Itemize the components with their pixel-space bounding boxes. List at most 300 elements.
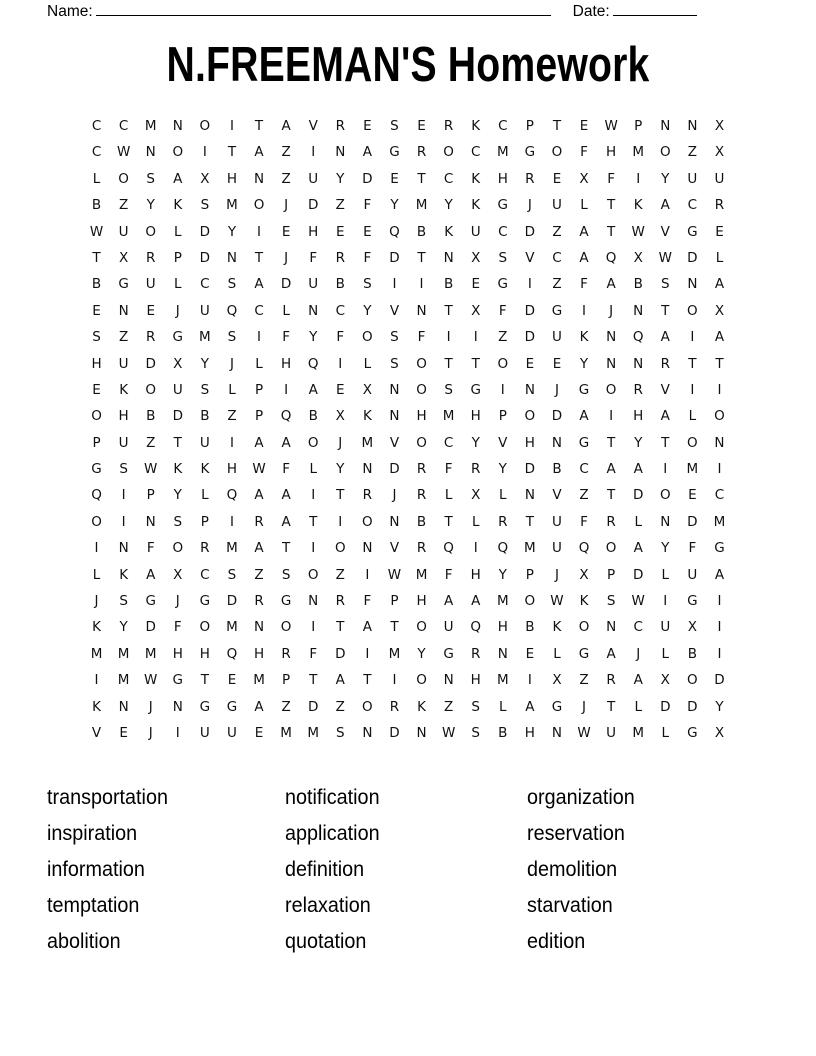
word-list-item[interactable]: relaxation [285, 893, 371, 917]
grid-cell[interactable]: D [145, 355, 156, 372]
grid-cell[interactable]: N [660, 118, 671, 134]
grid-cell[interactable]: L [688, 408, 697, 425]
grid-cell[interactable]: O [307, 434, 319, 451]
grid-cell[interactable]: Q [605, 249, 617, 266]
grid-cell[interactable]: J [636, 645, 641, 662]
grid-cell[interactable]: I [690, 329, 695, 346]
grid-cell[interactable]: E [471, 276, 480, 293]
grid-cell[interactable]: H [199, 645, 210, 662]
grid-cell[interactable]: Z [281, 170, 291, 187]
name-field[interactable] [47, 2, 551, 21]
grid-cell[interactable]: P [390, 593, 399, 610]
grid-cell[interactable]: L [174, 276, 182, 293]
grid-cell[interactable]: E [92, 302, 101, 319]
grid-cell[interactable]: P [146, 487, 155, 504]
grid-cell[interactable]: X [633, 249, 643, 266]
grid-cell[interactable]: A [714, 329, 725, 346]
grid-cell[interactable]: R [146, 249, 156, 266]
grid-cell[interactable]: Z [335, 197, 345, 214]
grid-cell[interactable]: W [550, 593, 564, 610]
grid-cell[interactable]: M [524, 540, 536, 557]
grid-cell[interactable]: T [92, 249, 101, 266]
grid-cell[interactable]: I [392, 672, 397, 689]
grid-cell[interactable]: T [606, 698, 616, 715]
grid-cell[interactable]: E [363, 223, 372, 240]
grid-cell[interactable]: Z [579, 672, 589, 689]
grid-cell[interactable]: T [525, 513, 534, 530]
grid-cell[interactable]: A [254, 276, 264, 293]
grid-cell[interactable]: M [90, 645, 103, 662]
grid-cell[interactable]: G [172, 672, 184, 689]
grid-cell[interactable]: L [634, 513, 642, 530]
grid-cell[interactable]: D [280, 276, 292, 293]
word-list-item[interactable]: edition [527, 929, 586, 953]
grid-cell[interactable]: R [335, 118, 345, 134]
grid-cell[interactable]: A [579, 249, 589, 266]
grid-cell[interactable]: H [416, 408, 427, 425]
grid-cell[interactable]: A [254, 698, 264, 715]
grid-cell[interactable]: T [606, 434, 616, 451]
grid-cell[interactable]: U [118, 223, 129, 240]
grid-cell[interactable]: T [254, 118, 264, 134]
grid-cell[interactable]: F [363, 593, 372, 610]
grid-cell[interactable]: R [606, 672, 616, 689]
grid-cell[interactable]: D [389, 724, 400, 741]
grid-cell[interactable]: I [311, 487, 316, 504]
word-list-item[interactable]: transportation [47, 785, 168, 809]
grid-cell[interactable]: Y [444, 197, 453, 214]
grid-cell[interactable]: G [199, 698, 211, 715]
grid-cell[interactable]: H [497, 170, 508, 187]
grid-cell[interactable]: S [92, 329, 101, 346]
grid-cell[interactable]: V [389, 434, 400, 451]
grid-cell[interactable]: D [633, 566, 644, 583]
grid-cell[interactable]: S [471, 698, 480, 715]
grid-cell[interactable]: S [200, 381, 210, 398]
grid-cell[interactable]: G [687, 223, 698, 240]
grid-cell[interactable]: Z [687, 144, 697, 161]
grid-cell[interactable]: W [577, 724, 591, 741]
grid-cell[interactable]: E [92, 381, 101, 398]
grid-cell[interactable]: G [551, 302, 563, 319]
grid-cell[interactable]: X [173, 566, 183, 583]
word-list-item[interactable]: reservation [527, 821, 625, 845]
grid-cell[interactable]: Y [661, 170, 670, 187]
grid-cell[interactable]: U [470, 223, 481, 240]
grid-cell[interactable]: V [389, 302, 400, 319]
grid-cell[interactable]: X [335, 408, 345, 425]
grid-cell[interactable]: A [579, 408, 589, 425]
grid-cell[interactable]: G [578, 645, 590, 662]
grid-cell[interactable]: Y [390, 197, 399, 214]
grid-cell[interactable]: X [714, 302, 725, 319]
grid-cell[interactable]: U [118, 434, 129, 451]
grid-cell[interactable]: O [416, 672, 427, 689]
grid-cell[interactable]: Z [118, 329, 129, 346]
grid-cell[interactable]: R [281, 645, 291, 662]
grid-cell[interactable]: H [172, 645, 183, 662]
grid-cell[interactable]: N [633, 355, 644, 372]
grid-cell[interactable]: Q [443, 540, 454, 557]
grid-cell[interactable]: A [525, 698, 535, 715]
grid-cell[interactable]: I [338, 513, 343, 530]
grid-cell[interactable]: B [308, 408, 318, 425]
grid-cell[interactable]: M [144, 645, 157, 662]
grid-cell[interactable]: O [172, 144, 184, 161]
grid-cell[interactable]: T [309, 513, 318, 530]
grid-cell[interactable]: X [471, 302, 481, 319]
grid-cell[interactable]: F [146, 540, 155, 557]
grid-cell[interactable]: B [91, 276, 102, 293]
grid-cell[interactable]: Z [443, 698, 454, 715]
grid-cell[interactable]: A [660, 329, 670, 346]
grid-cell[interactable]: D [199, 223, 211, 240]
grid-cell[interactable]: R [443, 118, 454, 134]
grid-cell[interactable]: A [443, 593, 454, 610]
grid-cell[interactable]: I [473, 329, 478, 346]
grid-cell[interactable]: I [202, 144, 207, 161]
grid-cell[interactable]: S [363, 276, 372, 293]
grid-cell[interactable]: I [609, 408, 614, 425]
grid-cell[interactable]: H [253, 645, 265, 662]
grid-cell[interactable]: F [363, 197, 372, 214]
grid-cell[interactable]: I [392, 276, 397, 293]
grid-cell[interactable]: D [308, 197, 319, 214]
grid-cell[interactable]: L [228, 381, 236, 398]
grid-cell[interactable]: O [172, 540, 184, 557]
grid-cell[interactable]: R [146, 329, 156, 346]
grid-cell[interactable]: H [91, 355, 102, 372]
grid-cell[interactable]: Y [309, 329, 318, 346]
grid-cell[interactable]: N [687, 276, 698, 293]
grid-cell[interactable]: G [497, 276, 509, 293]
grid-cell[interactable]: A [254, 487, 264, 504]
grid-cell[interactable]: A [633, 540, 643, 557]
grid-cell[interactable]: A [281, 513, 291, 530]
grid-cell[interactable]: J [554, 566, 559, 583]
grid-cell[interactable]: T [363, 672, 372, 689]
grid-cell[interactable]: M [253, 672, 265, 689]
grid-cell[interactable]: S [606, 593, 616, 610]
grid-cell[interactable]: W [144, 461, 158, 478]
grid-cell[interactable]: E [227, 672, 237, 689]
grid-cell[interactable]: I [717, 381, 722, 398]
grid-cell[interactable]: M [117, 672, 130, 689]
grid-cell[interactable]: N [172, 698, 183, 715]
grid-cell[interactable]: T [661, 434, 670, 451]
grid-cell[interactable]: P [525, 118, 534, 134]
grid-cell[interactable]: N [606, 355, 617, 372]
grid-cell[interactable]: N [443, 249, 454, 266]
grid-cell[interactable]: F [688, 540, 697, 557]
grid-cell[interactable]: M [496, 593, 509, 610]
grid-cell[interactable]: A [173, 170, 183, 187]
grid-cell[interactable]: O [416, 619, 427, 636]
grid-cell[interactable]: I [257, 329, 262, 346]
grid-cell[interactable]: T [444, 355, 453, 372]
word-list-item[interactable]: notification [285, 785, 380, 809]
grid-cell[interactable]: S [146, 170, 155, 187]
grid-cell[interactable]: Y [634, 434, 643, 451]
grid-cell[interactable]: Q [578, 540, 590, 557]
grid-cell[interactable]: K [471, 170, 481, 187]
grid-cell[interactable]: S [227, 276, 237, 293]
grid-cell[interactable]: T [281, 540, 291, 557]
grid-cell[interactable]: G [145, 593, 156, 610]
grid-cell[interactable]: C [498, 118, 508, 134]
grid-cell[interactable]: N [551, 434, 562, 451]
grid-cell[interactable]: I [717, 645, 722, 662]
grid-cell[interactable]: Q [470, 619, 482, 636]
grid-cell[interactable]: R [416, 487, 427, 504]
grid-cell[interactable]: R [606, 513, 616, 530]
word-search-grid[interactable] [83, 113, 733, 746]
grid-cell[interactable]: S [444, 381, 453, 398]
grid-cell[interactable]: B [91, 197, 102, 214]
grid-cell[interactable]: B [146, 408, 156, 425]
grid-cell[interactable]: T [715, 355, 724, 372]
grid-cell[interactable]: V [389, 540, 400, 557]
word-list-item[interactable]: quotation [285, 929, 367, 953]
grid-cell[interactable]: N [416, 302, 427, 319]
grid-cell[interactable]: N [253, 170, 265, 187]
grid-cell[interactable]: H [281, 355, 292, 372]
grid-cell[interactable]: B [525, 619, 535, 636]
grid-cell[interactable]: G [497, 197, 509, 214]
grid-cell[interactable]: P [254, 408, 264, 425]
grid-cell[interactable]: X [552, 672, 562, 689]
grid-cell[interactable]: O [253, 197, 265, 214]
grid-cell[interactable]: U [687, 170, 698, 187]
grid-cell[interactable]: N [389, 513, 400, 530]
grid-cell[interactable]: U [606, 724, 617, 741]
grid-cell[interactable]: H [416, 593, 427, 610]
grid-cell[interactable]: F [580, 276, 588, 293]
grid-cell[interactable]: L [174, 223, 182, 240]
grid-cell[interactable]: U [308, 276, 319, 293]
grid-cell[interactable]: A [471, 593, 481, 610]
grid-cell[interactable]: J [148, 724, 153, 741]
grid-cell[interactable]: O [524, 408, 536, 425]
grid-cell[interactable]: S [119, 593, 128, 610]
grid-cell[interactable]: B [552, 461, 562, 478]
grid-cell[interactable]: W [658, 249, 672, 266]
grid-cell[interactable]: T [227, 144, 237, 161]
grid-cell[interactable]: O [362, 698, 373, 715]
grid-cell[interactable]: T [336, 487, 345, 504]
grid-cell[interactable]: W [441, 724, 456, 741]
grid-cell[interactable]: Y [498, 461, 507, 478]
grid-cell[interactable]: D [660, 698, 671, 715]
grid-cell[interactable]: Q [632, 329, 644, 346]
grid-cell[interactable]: H [524, 434, 535, 451]
grid-cell[interactable]: X [687, 619, 697, 636]
grid-cell[interactable]: L [92, 566, 101, 583]
grid-cell[interactable]: O [497, 355, 509, 372]
grid-cell[interactable]: D [687, 513, 698, 530]
grid-cell[interactable]: A [335, 672, 345, 689]
grid-cell[interactable]: B [416, 223, 427, 240]
grid-cell[interactable]: J [554, 381, 559, 398]
grid-cell[interactable]: G [578, 381, 590, 398]
grid-cell[interactable]: Z [552, 223, 562, 240]
grid-cell[interactable]: N [362, 540, 373, 557]
grid-cell[interactable]: K [471, 118, 481, 134]
word-list-item[interactable]: information [47, 857, 145, 881]
grid-cell[interactable]: I [717, 593, 722, 610]
grid-cell[interactable]: Z [552, 276, 562, 293]
grid-cell[interactable]: R [254, 513, 264, 530]
grid-cell[interactable]: L [553, 645, 561, 662]
grid-cell[interactable]: N [633, 302, 644, 319]
grid-cell[interactable]: F [282, 329, 290, 346]
grid-cell[interactable]: E [715, 223, 724, 240]
grid-cell[interactable]: D [389, 461, 400, 478]
grid-cell[interactable]: D [687, 698, 698, 715]
grid-cell[interactable]: I [94, 672, 99, 689]
grid-cell[interactable]: L [661, 645, 670, 662]
grid-cell[interactable]: A [362, 144, 372, 161]
grid-cell[interactable]: D [335, 645, 346, 662]
grid-cell[interactable]: M [632, 144, 645, 161]
grid-cell[interactable]: P [173, 249, 182, 266]
grid-cell[interactable]: G [226, 698, 238, 715]
grid-cell[interactable]: A [308, 381, 318, 398]
grid-cell[interactable]: J [229, 355, 234, 372]
grid-cell[interactable]: E [552, 355, 562, 372]
grid-cell[interactable]: F [444, 461, 453, 478]
grid-cell[interactable]: T [390, 619, 399, 636]
grid-cell[interactable]: K [173, 197, 183, 214]
grid-cell[interactable]: U [199, 302, 210, 319]
grid-cell[interactable]: N [389, 381, 400, 398]
grid-cell[interactable]: G [687, 724, 698, 741]
grid-cell[interactable]: O [659, 487, 671, 504]
grid-cell[interactable]: H [308, 223, 319, 240]
grid-cell[interactable]: O [416, 381, 427, 398]
grid-cell[interactable]: J [94, 593, 99, 610]
grid-cell[interactable]: N [362, 461, 373, 478]
grid-cell[interactable]: F [309, 645, 318, 662]
word-list-item[interactable]: temptation [47, 893, 140, 917]
grid-cell[interactable]: S [661, 276, 670, 293]
grid-cell[interactable]: U [199, 434, 210, 451]
grid-cell[interactable]: S [200, 197, 210, 214]
grid-cell[interactable]: G [118, 276, 129, 293]
grid-cell[interactable]: G [551, 698, 563, 715]
grid-cell[interactable]: A [714, 566, 725, 583]
grid-cell[interactable]: T [254, 249, 264, 266]
grid-cell[interactable]: W [631, 593, 645, 610]
grid-cell[interactable]: T [688, 355, 697, 372]
grid-cell[interactable]: G [280, 593, 292, 610]
grid-cell[interactable]: F [309, 249, 318, 266]
grid-cell[interactable]: D [524, 329, 536, 346]
grid-cell[interactable]: K [471, 197, 481, 214]
grid-cell[interactable]: A [714, 276, 725, 293]
grid-cell[interactable]: O [687, 672, 698, 689]
grid-cell[interactable]: H [470, 672, 481, 689]
grid-cell[interactable]: N [118, 540, 129, 557]
grid-cell[interactable]: U [308, 170, 319, 187]
grid-cell[interactable]: U [443, 619, 454, 636]
grid-cell[interactable]: Z [335, 698, 345, 715]
grid-cell[interactable]: E [363, 118, 372, 134]
grid-cell[interactable]: U [172, 381, 183, 398]
grid-cell[interactable]: I [338, 355, 343, 372]
grid-cell[interactable]: Z [118, 197, 129, 214]
grid-cell[interactable]: I [717, 461, 722, 478]
grid-cell[interactable]: U [145, 276, 156, 293]
grid-cell[interactable]: N [335, 144, 346, 161]
grid-cell[interactable]: H [226, 170, 238, 187]
grid-cell[interactable]: Y [715, 698, 724, 715]
grid-cell[interactable]: L [715, 249, 724, 266]
grid-cell[interactable]: C [200, 566, 210, 583]
grid-cell[interactable]: I [229, 118, 234, 134]
grid-cell[interactable]: Z [281, 698, 291, 715]
date-field[interactable] [573, 2, 697, 21]
grid-cell[interactable]: O [307, 566, 319, 583]
grid-cell[interactable]: N [118, 302, 129, 319]
grid-cell[interactable]: J [175, 593, 180, 610]
grid-cell[interactable]: B [633, 276, 643, 293]
grid-cell[interactable]: K [579, 593, 589, 610]
grid-cell[interactable]: Q [226, 487, 238, 504]
grid-cell[interactable]: X [471, 487, 481, 504]
grid-cell[interactable]: O [416, 434, 427, 451]
grid-cell[interactable]: C [470, 144, 481, 161]
grid-cell[interactable]: L [92, 170, 101, 187]
grid-cell[interactable]: Z [579, 487, 589, 504]
grid-cell[interactable]: L [471, 513, 480, 530]
grid-cell[interactable]: P [282, 672, 291, 689]
grid-cell[interactable]: L [661, 724, 670, 741]
grid-cell[interactable]: R [525, 170, 535, 187]
grid-cell[interactable]: A [146, 566, 156, 583]
grid-cell[interactable]: K [92, 698, 101, 715]
grid-cell[interactable]: T [661, 302, 670, 319]
grid-cell[interactable]: M [361, 434, 374, 451]
grid-cell[interactable]: E [281, 223, 291, 240]
grid-cell[interactable]: J [338, 434, 343, 451]
grid-cell[interactable]: E [688, 487, 697, 504]
grid-cell[interactable]: F [607, 170, 615, 187]
grid-cell[interactable]: O [443, 144, 454, 161]
grid-cell[interactable]: K [633, 197, 643, 214]
grid-cell[interactable]: Y [336, 461, 345, 478]
word-list-item[interactable]: abolition [47, 929, 121, 953]
grid-cell[interactable]: N [524, 381, 535, 398]
grid-cell[interactable]: F [363, 249, 372, 266]
grid-cell[interactable]: S [227, 329, 237, 346]
grid-cell[interactable]: Q [497, 540, 509, 557]
grid-cell[interactable]: N [416, 724, 427, 741]
grid-cell[interactable]: N [714, 434, 725, 451]
date-write-line[interactable] [613, 2, 697, 16]
grid-cell[interactable]: U [118, 355, 129, 372]
grid-cell[interactable]: N [443, 672, 454, 689]
grid-cell[interactable]: N [687, 118, 698, 134]
grid-cell[interactable]: T [173, 434, 182, 451]
grid-cell[interactable]: U [552, 329, 562, 346]
grid-cell[interactable]: L [661, 566, 670, 583]
grid-cell[interactable]: D [524, 302, 536, 319]
grid-cell[interactable]: D [524, 223, 536, 240]
grid-cell[interactable]: M [226, 619, 238, 636]
grid-cell[interactable]: Y [173, 487, 182, 504]
grid-cell[interactable]: W [89, 223, 104, 240]
